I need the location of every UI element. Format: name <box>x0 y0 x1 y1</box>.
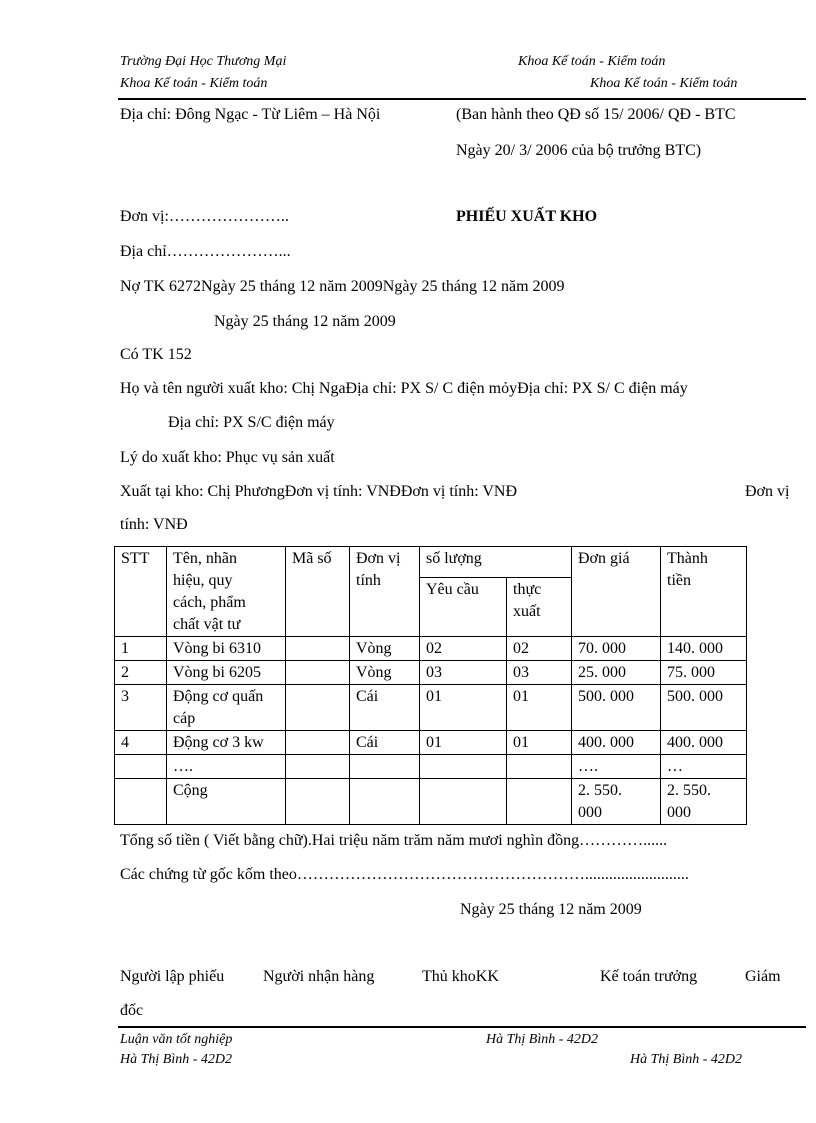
header-quantity: số lượng <box>420 547 572 578</box>
address-field: Địa chỉ…………………... <box>120 243 291 260</box>
debit-account-line: Nợ TK 6272Ngày 25 tháng 12 năm 2009Ngày 25 tháng 12 năm 2009 <box>120 278 565 295</box>
cell-qty-requested: 03 <box>420 661 507 685</box>
cell-price: 70. 000 <box>572 637 661 661</box>
receiver-line: Họ và tên người xuất kho: Chị NgaĐịa chỉ: PX S/ C điện mỏyĐịa chỉ: PX S/ C điện máy <box>120 380 688 397</box>
cell-unit: Cái <box>350 731 420 755</box>
cell-stt: 4 <box>115 731 167 755</box>
cell-amount: 140. 000 <box>661 637 747 661</box>
cell-name: Vòng bi 6310 <box>167 637 286 661</box>
footer-author-right-2: Hà Thị Bình - 42D2 <box>630 1052 742 1067</box>
signature-receiver: Người nhận hàng <box>263 968 375 985</box>
date-line: Ngày 25 tháng 12 năm 2009 <box>214 313 396 330</box>
cell-price <box>572 779 661 825</box>
cell-qty-requested: 02 <box>420 637 507 661</box>
document-title: PHIẾU XUẤT KHO <box>456 208 598 225</box>
signature-director: Giám <box>745 968 781 985</box>
cell-qty-actual <box>507 755 572 779</box>
header-unit-line: tính <box>356 572 381 589</box>
cell-unit <box>350 755 420 779</box>
cell-name <box>167 685 286 731</box>
cell-qty-actual <box>507 779 572 825</box>
cell-price-line: 000 <box>578 804 602 821</box>
decision-line-2: Ngày 20/ 3/ 2006 của bộ trưởng BTC) <box>456 142 702 159</box>
header-stt: STT <box>115 547 167 637</box>
attached-documents: Các chứng từ gốc kốm theo……………………………………………….......................... <box>120 866 689 883</box>
cell-qty-requested: 01 <box>420 685 507 731</box>
cell-amount: 75. 000 <box>661 661 747 685</box>
table-row <box>115 755 747 779</box>
cell-amount: 500. 000 <box>661 685 747 731</box>
cell-qty-requested <box>420 779 507 825</box>
header-name-line: hiệu, quy <box>173 572 233 589</box>
table-row <box>115 685 747 731</box>
cell-name-line: Động cơ quấn <box>173 688 264 705</box>
header-rule <box>118 98 806 100</box>
header-qty-actual-line: xuất <box>513 602 541 620</box>
signature-storekeeper: Thủ khoKK <box>422 968 499 985</box>
cell-code <box>286 731 350 755</box>
warehouse-line: Xuất tại kho: Chị PhươngĐơn vị tính: VNĐĐơn vị tính: VNĐ <box>120 483 518 500</box>
cell-qty-requested <box>420 755 507 779</box>
cell-unit: Cái <box>350 685 420 731</box>
header-price: Đơn giá <box>572 547 661 637</box>
cell-code <box>286 685 350 731</box>
cell-amount <box>661 779 747 825</box>
cell-price: 400. 000 <box>572 731 661 755</box>
cell-price: 500. 000 <box>572 685 661 731</box>
header-unit <box>350 547 420 637</box>
cell-unit <box>350 779 420 825</box>
footer-rule <box>118 1026 806 1028</box>
cell-name: …. <box>167 755 286 779</box>
cell-code <box>286 779 350 825</box>
cell-amount-line: 000 <box>667 804 691 821</box>
footer-author-left: Hà Thị Bình - 42D2 <box>120 1052 232 1067</box>
signature-chief-accountant: Kế toán trưởng <box>600 968 698 985</box>
header-qty-actual <box>507 577 572 636</box>
cell-stt <box>115 755 167 779</box>
unit-word: Đơn vị <box>745 483 790 500</box>
table-header-row <box>115 547 747 578</box>
signature-preparer: Người lập phiếu <box>120 968 225 985</box>
header-qty-requested: Yêu cầu <box>420 577 507 636</box>
cell-name: Động cơ 3 kw <box>167 731 286 755</box>
header-qty-actual-line: thực <box>513 580 542 598</box>
faculty-name-right-2: Khoa Kế toán - Kiểm toán <box>590 76 738 91</box>
table-row <box>115 661 747 685</box>
credit-account-line: Có TK 152 <box>120 346 192 363</box>
cell-qty-actual: 02 <box>507 637 572 661</box>
cell-code <box>286 755 350 779</box>
company-address: Địa chỉ: Đông Ngạc - Từ Liêm – Hà Nội <box>120 106 381 123</box>
header-unit-line: Đơn vị <box>356 550 401 567</box>
cell-qty-requested: 01 <box>420 731 507 755</box>
cell-unit: Vòng <box>350 637 420 661</box>
header-code: Mã số <box>286 547 350 637</box>
cell-price-line: 2. 550. <box>578 782 622 799</box>
cell-amount-line: 2. 550. <box>667 782 711 799</box>
signature-director-cont: đốc <box>120 1002 144 1019</box>
header-amount-line: tiền <box>667 572 691 589</box>
receiver-address: Địa chỉ: PX S/C điện máy <box>168 414 335 431</box>
cell-name: Vòng bi 6205 <box>167 661 286 685</box>
cell-stt: 1 <box>115 637 167 661</box>
cell-qty-actual: 01 <box>507 731 572 755</box>
cell-price: 25. 000 <box>572 661 661 685</box>
footer-thesis: Luận văn tốt nghiệp <box>120 1032 233 1047</box>
cell-name-line: cáp <box>173 710 196 727</box>
decision-line-1: (Ban hành theo QĐ số 15/ 2006/ QĐ - BTC <box>456 106 736 123</box>
faculty-name-left: Khoa Kế toán - Kiểm toán <box>120 76 268 91</box>
cell-code <box>286 661 350 685</box>
cell-code <box>286 637 350 661</box>
reason-line: Lý do xuất kho: Phục vụ sản xuất <box>120 449 335 466</box>
table-row <box>115 637 747 661</box>
faculty-name-right-1: Khoa Kế toán - Kiểm toán <box>518 54 666 69</box>
cell-name: Cộng <box>167 779 286 825</box>
cell-price: …. <box>572 755 661 779</box>
signature-date: Ngày 25 tháng 12 năm 2009 <box>460 901 642 918</box>
total-in-words: Tổng số tiền ( Viết bằng chữ).Hai triệu năm trăm năm mươi nghìn đồng…………...... <box>120 832 668 849</box>
table-row <box>115 731 747 755</box>
unit-continuation: tính: VNĐ <box>120 516 188 533</box>
cell-amount: … <box>661 755 747 779</box>
cell-amount: 400. 000 <box>661 731 747 755</box>
items-table <box>114 546 747 825</box>
header-amount <box>661 547 747 637</box>
footer-author-right-1: Hà Thị Bình - 42D2 <box>486 1032 598 1047</box>
cell-stt: 2 <box>115 661 167 685</box>
header-name-line: cách, phẩm <box>173 594 246 611</box>
header-name-line: chất vật tư <box>173 616 241 633</box>
table-total-row <box>115 779 747 825</box>
cell-stt <box>115 779 167 825</box>
header-name-line: Tên, nhãn <box>173 550 237 567</box>
cell-qty-actual: 01 <box>507 685 572 731</box>
cell-unit: Vòng <box>350 661 420 685</box>
school-name: Trường Đại Học Thương Mại <box>120 54 287 69</box>
header-name <box>167 547 286 637</box>
header-amount-line: Thành <box>667 550 708 567</box>
cell-qty-actual: 03 <box>507 661 572 685</box>
unit-field: Đơn vị:………………….. <box>120 208 289 225</box>
cell-stt: 3 <box>115 685 167 731</box>
